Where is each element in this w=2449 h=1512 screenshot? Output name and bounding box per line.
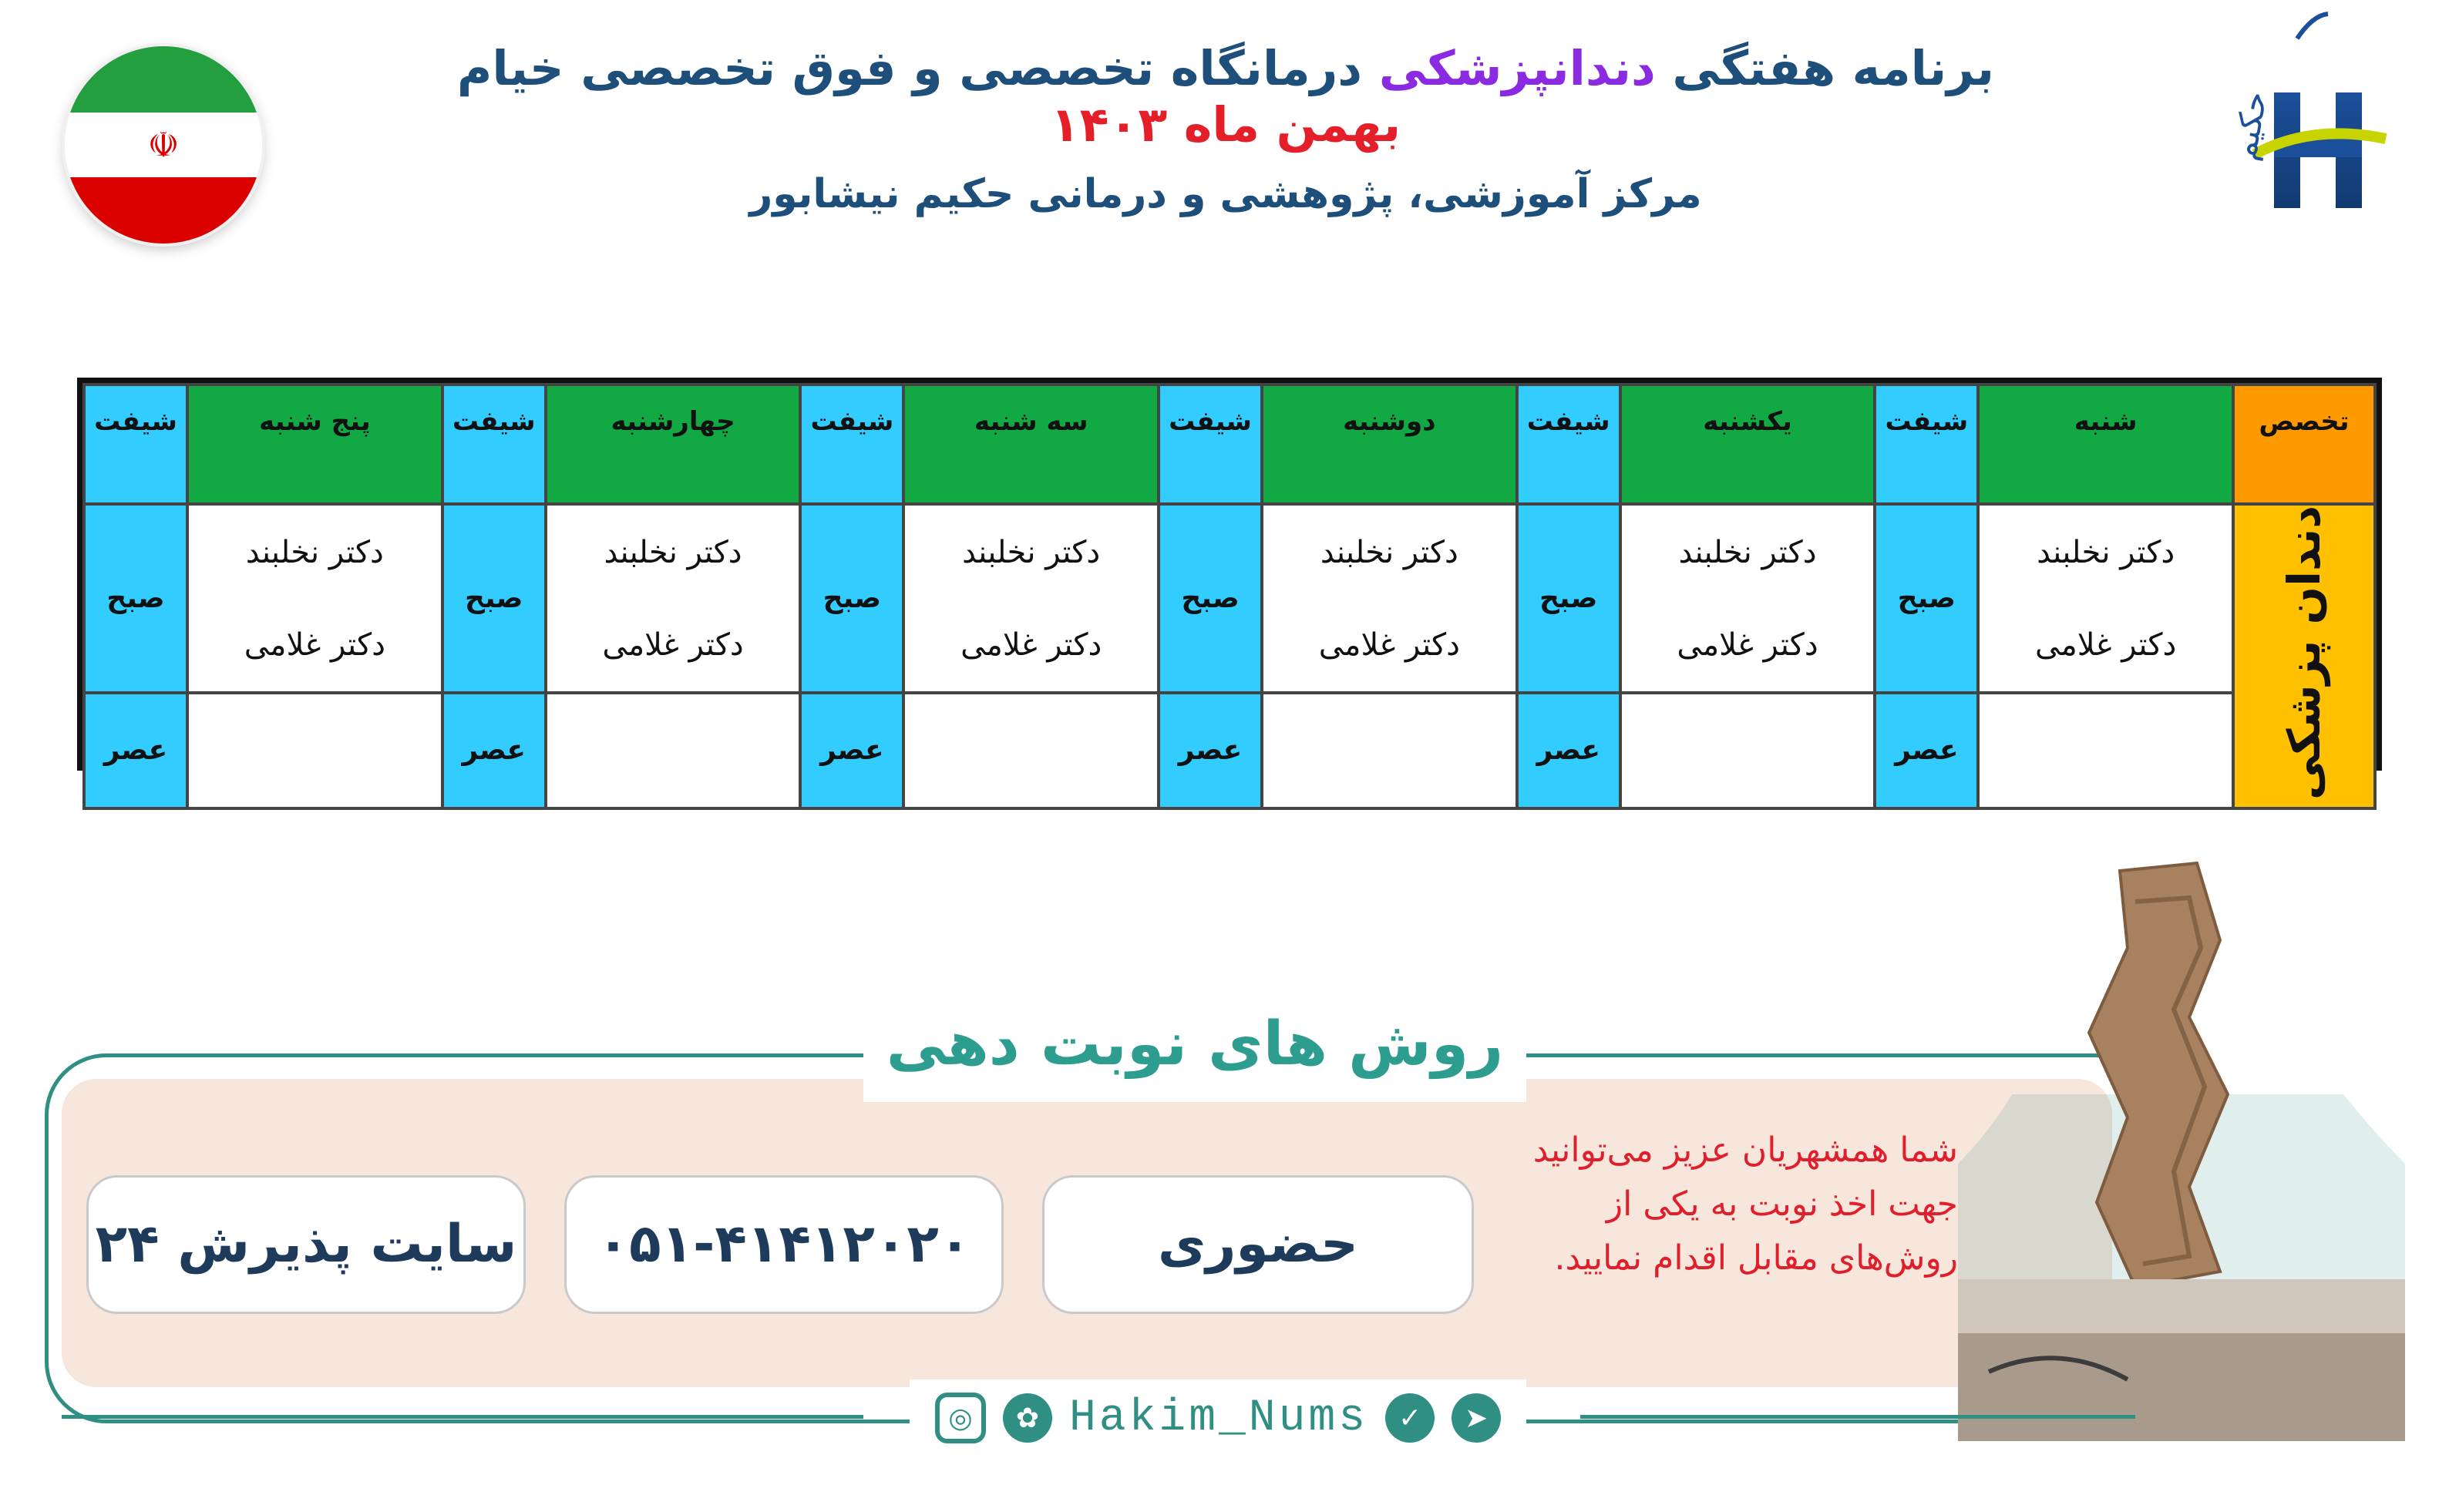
shift-afternoon: عصر [1159, 693, 1262, 808]
doctor-name: دکتر نخلبند [2037, 534, 2175, 570]
booking-message: شما همشهریان عزیز می‌توانید جهت اخذ نوبت به یکی از روش‌های مقابل اقدام نمایید. [1532, 1131, 1958, 1278]
doctor-name: دکتر نخلبند [604, 534, 742, 570]
booking-title: روش های نوبت دهی [863, 986, 1526, 1102]
website-button[interactable]: سایت پذیرش ۲۴ [86, 1175, 526, 1314]
empty-cell [903, 693, 1159, 808]
day-header: پنج شنبه [187, 385, 442, 504]
shift-header: شیفت [1875, 385, 1978, 504]
doctor-name: دکتر نخلبند [1320, 534, 1458, 570]
shift-morning: صبح [1517, 504, 1620, 693]
monument-image [1943, 840, 2413, 1441]
shift-header: شیفت [1517, 385, 1620, 504]
hakim-logo [2182, 8, 2413, 270]
table-row-morning [84, 504, 2375, 693]
empty-cell [1262, 693, 1517, 808]
day-header: چهارشنبه [546, 385, 801, 504]
shift-afternoon: عصر [800, 693, 903, 808]
doctors-cell [1620, 504, 1875, 693]
shift-morning: صبح [84, 504, 187, 693]
svg-text:حکیم: حکیم [2225, 88, 2275, 163]
schedule-table [77, 378, 2382, 800]
title-date: بهمن ماه ۱۴۰۳ [1050, 96, 1401, 153]
empty-cell [187, 693, 442, 808]
day-header: یکشنبه [1620, 385, 1875, 504]
empty-cell [546, 693, 801, 808]
doctor-name: دکتر نخلبند [245, 534, 384, 570]
verified-icon[interactable]: ✓ [1385, 1393, 1435, 1443]
specialty-cell [2233, 504, 2375, 808]
doctors-cell [1978, 504, 2233, 693]
shift-morning: صبح [442, 504, 546, 693]
page-subtitle: مرکز آموزشی، پژوهشی و درمانی حکیم نیشابور [749, 171, 1702, 217]
iran-flag-icon: ☫ [65, 46, 262, 244]
shift-morning: صبح [800, 504, 903, 693]
doctors-cell [546, 504, 801, 693]
doctor-name: دکتر نخلبند [962, 534, 1101, 570]
doctor-name: دکتر غلامی [1318, 627, 1460, 663]
in-person-button[interactable]: حضوری [1042, 1175, 1474, 1314]
doctor-name: دکتر غلامی [960, 627, 1102, 663]
day-header: سه شنبه [903, 385, 1159, 504]
doctors-cell [187, 504, 442, 693]
shift-header: شیفت [800, 385, 903, 504]
title-part1: برنامه هفتگی [1672, 40, 1995, 96]
footer-divider [1580, 1415, 2135, 1419]
shift-afternoon: عصر [84, 693, 187, 808]
doctors-cell [1262, 504, 1517, 693]
doctor-name: دکتر نخلبند [1678, 534, 1817, 570]
doctors-cell [903, 504, 1159, 693]
specialty-header: تخصص [2233, 385, 2375, 504]
aparat-icon[interactable]: ✿ [1003, 1393, 1052, 1443]
shift-morning: صبح [1159, 504, 1262, 693]
specialty-label: دندان پزشکی [2278, 506, 2330, 800]
footer-divider [62, 1415, 863, 1419]
shift-afternoon: عصر [1517, 693, 1620, 808]
table-row-afternoon [84, 693, 2375, 808]
shift-morning: صبح [1875, 504, 1978, 693]
telegram-icon[interactable]: ➤ [1452, 1393, 1501, 1443]
title-highlight: دندانپزشکی [1378, 40, 1656, 96]
instagram-icon[interactable]: ◎ [935, 1393, 986, 1443]
table-header-row [84, 385, 2375, 504]
shift-header: شیفت [442, 385, 546, 504]
page-title [401, 40, 2050, 153]
title-part2: درمانگاه تخصصی و فوق تخصصی خیام [456, 40, 1363, 96]
shift-header: شیفت [1159, 385, 1262, 504]
doctor-name: دکتر غلامی [602, 627, 744, 663]
shift-afternoon: عصر [442, 693, 546, 808]
shift-afternoon: عصر [1875, 693, 1978, 808]
shift-header: شیفت [84, 385, 187, 504]
social-handle[interactable]: Hakim_Nums [1068, 1393, 1369, 1443]
empty-cell [1620, 693, 1875, 808]
day-header: دوشنبه [1262, 385, 1517, 504]
doctor-name: دکتر غلامی [1677, 627, 1818, 663]
day-header: شنبه [1978, 385, 2233, 504]
phone-button[interactable]: ۰۵۱-۴۱۴۱۲۰۲۰ [564, 1175, 1004, 1314]
empty-cell [1978, 693, 2233, 808]
social-footer [910, 1379, 1526, 1457]
doctor-name: دکتر غلامی [2035, 627, 2177, 663]
doctor-name: دکتر غلامی [244, 627, 385, 663]
